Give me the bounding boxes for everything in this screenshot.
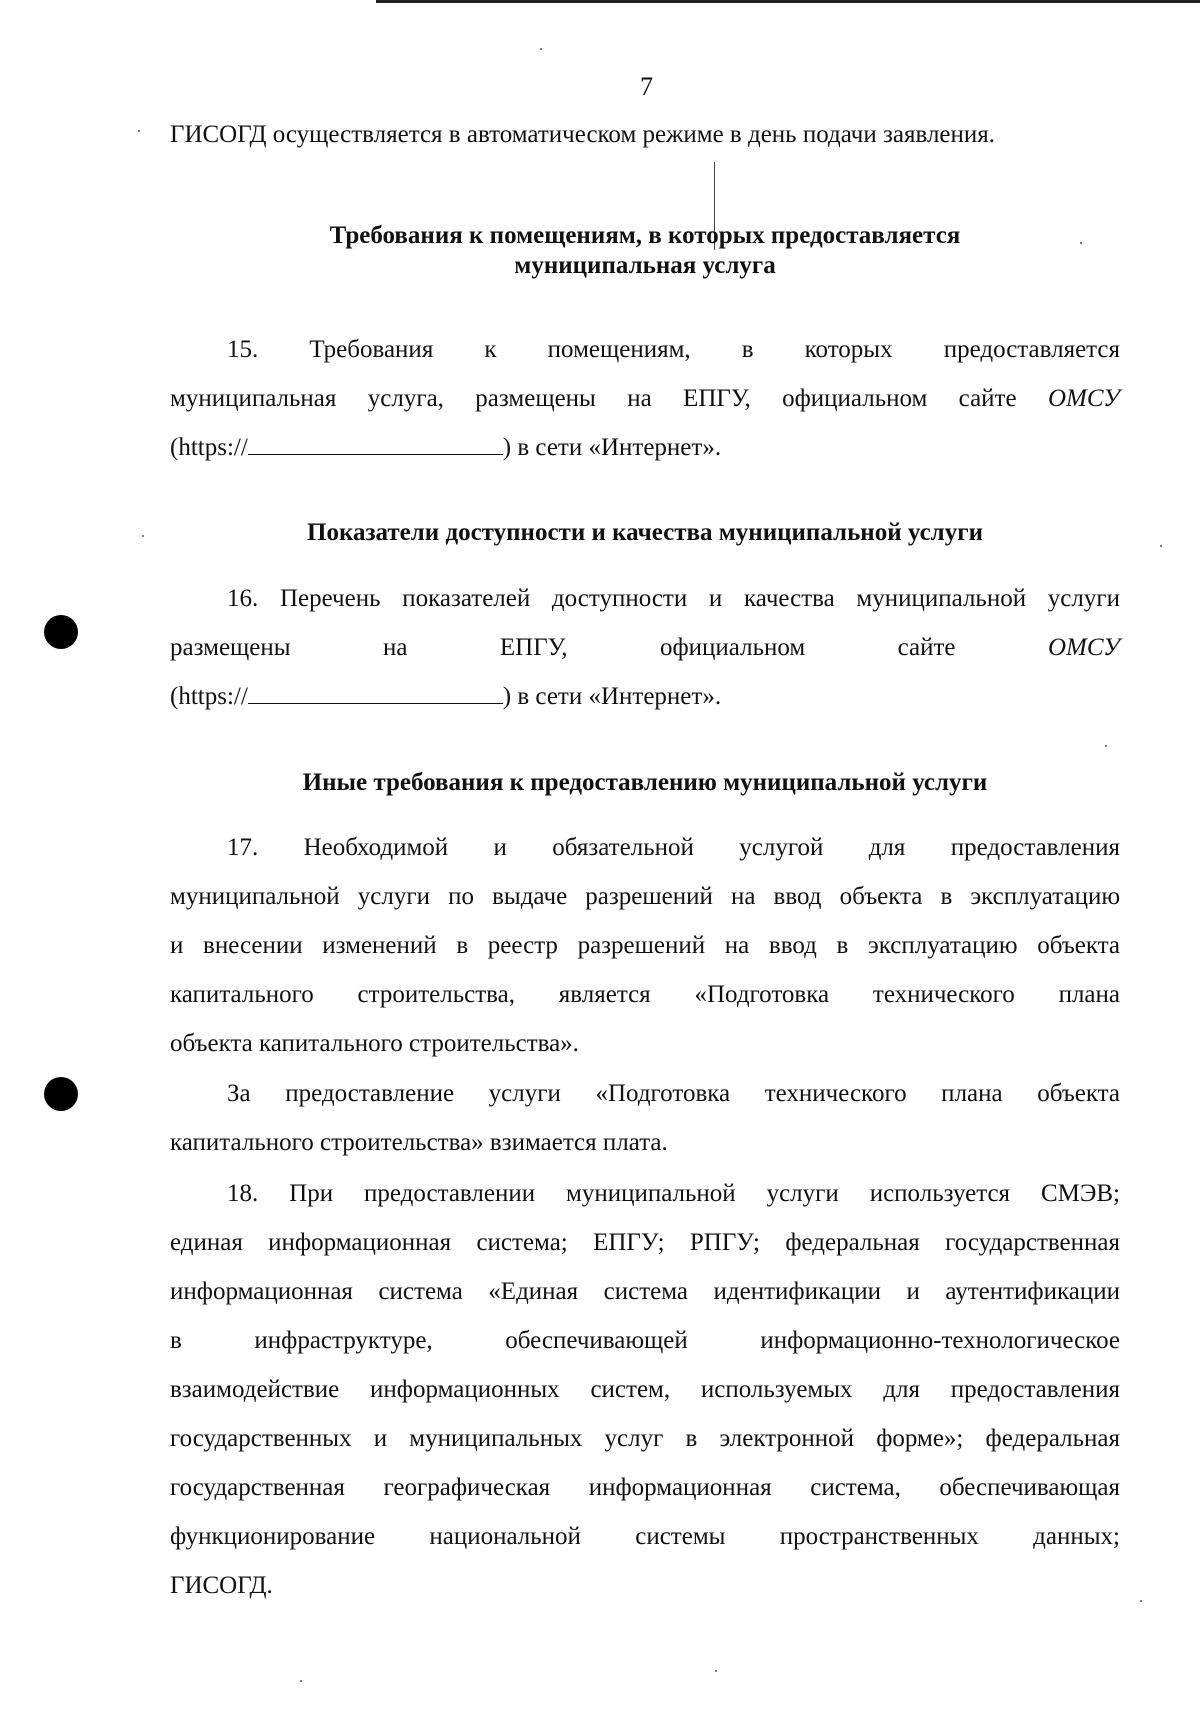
scan-top-rule: [376, 0, 1200, 3]
paragraph-18: [170, 1169, 1120, 1610]
p17-line5: объекта капитального строительства».: [170, 1030, 579, 1057]
p18-line2: единая информационная система; ЕПГУ; РПГУ; федеральная государственная: [170, 1229, 1120, 1256]
p18-line4: в инфраструктуре, обеспечивающей информационно-технологическое: [170, 1327, 1120, 1354]
hole-punch-mark: [44, 1077, 78, 1111]
p15-line2-text: муниципальная услуга, размещены на ЕПГУ, официальном сайте: [170, 385, 1048, 412]
heading-premises-line1: Требования к помещениям, в которых предоставляется: [329, 222, 961, 249]
heading-other: [170, 768, 1120, 798]
page-number: 7: [640, 72, 653, 101]
scan-speck: [1080, 242, 1082, 244]
p18-line1: 18. При предоставлении муниципальной услуги используется СМЭВ;: [227, 1180, 1120, 1207]
p17-line4: капитального строительства, является «Подготовка технического плана: [170, 981, 1120, 1008]
heading-indicators-text: Показатели доступности и качества муниципальной услуги: [307, 519, 983, 546]
p17b-line1: За предоставление услуги «Подготовка технического плана объекта: [227, 1080, 1120, 1107]
heading-other-text: Иные требования к предоставлению муниципальной услуги: [302, 769, 988, 796]
paragraph-17b: [170, 1069, 1120, 1167]
scan-speck: [1140, 1600, 1142, 1602]
p16-omsu: ОМСУ: [1047, 634, 1120, 661]
scan-speck: [142, 535, 144, 537]
scan-speck: [1105, 745, 1107, 747]
p16-line1: 16. Перечень показателей доступности и качества муниципальной услуги: [227, 585, 1120, 612]
paragraph-15: [170, 325, 1120, 374]
continuation-text: [170, 110, 1120, 159]
p15-url-prefix: (https://: [170, 434, 248, 461]
p18-line3: информационная система «Единая система идентификации и аутентификации: [170, 1278, 1120, 1305]
paragraph-16-line2: [170, 623, 1120, 672]
p18-line7: государственная географическая информационная система, обеспечивающая: [170, 1474, 1120, 1501]
p17-line2: муниципальной услуги по выдаче разрешений на ввод объекта в эксплуатацию: [170, 883, 1120, 910]
p16-url-suffix: ) в сети «Интернет».: [502, 683, 722, 710]
p15-omsu: ОМСУ: [1047, 385, 1120, 412]
p16-url-blank: [248, 681, 503, 704]
paragraph-17: [170, 823, 1120, 1068]
paragraph-16-line3: [170, 672, 1120, 721]
p16-line2-text: размещены на ЕПГУ, официальном сайте: [170, 634, 1048, 661]
p18-line6: государственных и муниципальных услуг в электронной форме»; федеральная: [170, 1425, 1120, 1452]
continuation-line: ГИСОГД осуществляется в автоматическом режиме в день подачи заявления.: [170, 121, 996, 148]
scan-speck: [300, 1680, 302, 1682]
p17-line3: и внесении изменений в реестр разрешений на ввод в эксплуатацию объекта: [170, 932, 1120, 959]
scan-speck: [1160, 545, 1162, 547]
p18-line9: ГИСОГД.: [170, 1572, 273, 1599]
p15-url-blank: [248, 432, 503, 455]
scan-speck: [715, 1670, 717, 1672]
heading-premises: [170, 221, 1120, 281]
hole-punch-mark: [44, 615, 78, 649]
scan-speck: [540, 48, 542, 50]
paragraph-15-line2: [170, 374, 1120, 423]
p15-url-suffix: ) в сети «Интернет».: [502, 434, 722, 461]
p16-url-prefix: (https://: [170, 683, 248, 710]
heading-premises-line2: муниципальная услуга: [514, 252, 776, 279]
p18-line8: функционирование национальной системы пространственных данных;: [170, 1523, 1120, 1550]
paragraph-15-line3: [170, 423, 1120, 472]
scan-speck: [138, 130, 140, 132]
paragraph-16: [170, 574, 1120, 623]
heading-indicators: [170, 518, 1120, 548]
p17b-line2: капитального строительства» взимается плата.: [170, 1129, 668, 1156]
p18-line5: взаимодействие информационных систем, используемых для предоставления: [170, 1376, 1120, 1403]
p15-line1: 15. Требования к помещениям, в которых предоставляется: [227, 336, 1120, 363]
p17-line1: 17. Необходимой и обязательной услугой для предоставления: [227, 834, 1120, 861]
